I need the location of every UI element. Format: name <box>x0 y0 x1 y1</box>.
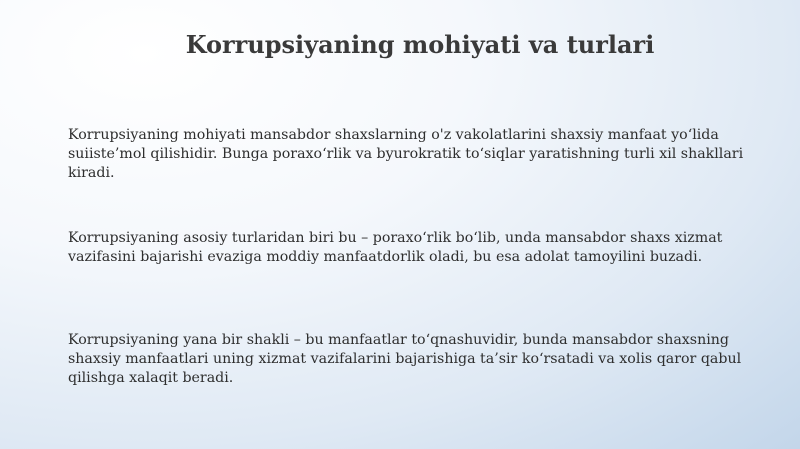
paragraph-conflict-of-interest: Korrupsiyaning yana bir shakli – bu manfaatlar to‘qnashuvidir, bunda mansabdor shaxsning shaxsiy manfaatlari uning xizmat vazifalarini bajarishiga ta’sir ko‘rsatadi va xolis qaror qabul qilishga xalaqit beradi. <box>68 332 742 386</box>
paragraph-bribery: Korrupsiyaning asosiy turlaridan biri bu – poraxo‘rlik bo‘lib, unda mansabdor shaxs xizmat vazifasini bajarishi evaziga moddiy manfaatdorlik oladi, bu esa adolat tamoyilini buzadi. <box>68 230 723 265</box>
slide-title: Korrupsiyaning mohiyati va turlari <box>185 30 655 59</box>
paragraph-essence: Korrupsiyaning mohiyati mansabdor shaxslarning o'z vakolatlarini shaxsiy manfaat yo‘lida suiiste’mol qilishidir. Bunga poraxo‘rlik va byurokratik to‘siqlar yaratishning turli xil shakllari kiradi. <box>68 127 744 181</box>
